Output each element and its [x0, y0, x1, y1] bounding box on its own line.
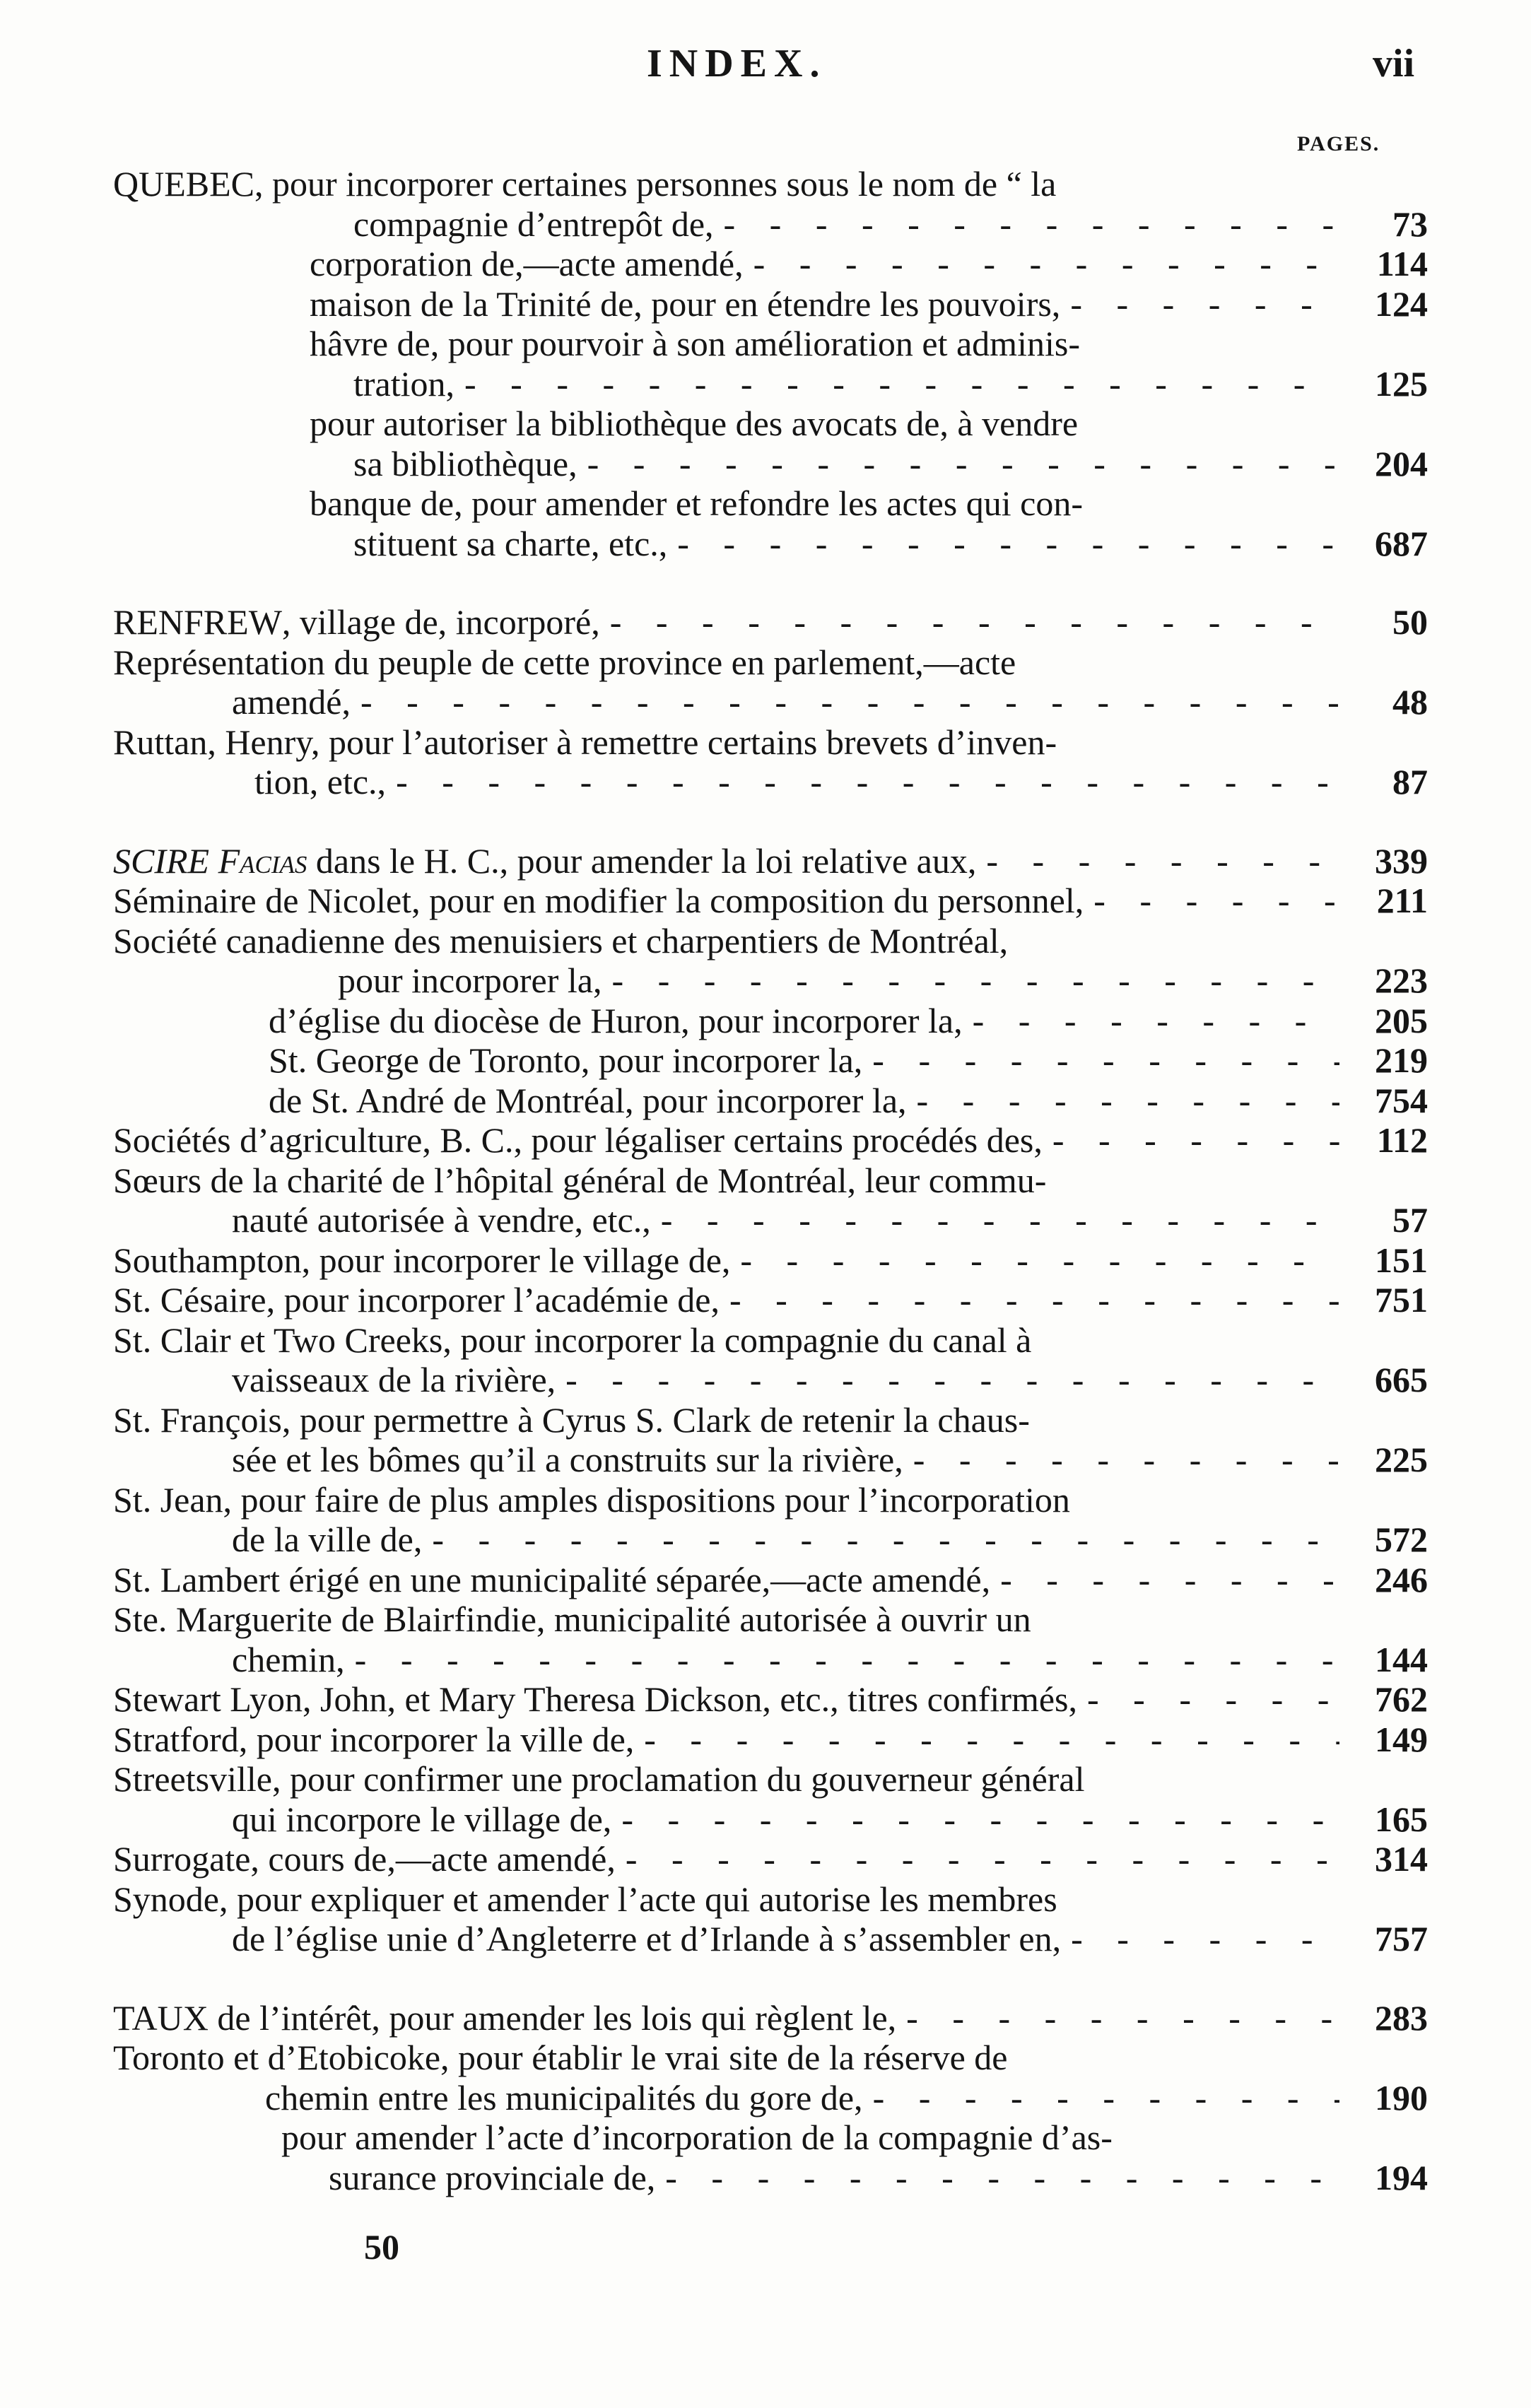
index-entry [113, 1560, 1428, 1600]
entry-text: Toronto et d’Etobicoke, pour établir le vrai site de la réserve de [113, 2038, 1008, 2077]
entry-text: Ste. Marguerite de Blairfindie, municipalité autorisée à ouvrir un [113, 1599, 1031, 1639]
page-title: INDEX. [647, 42, 827, 86]
page-reference: 124 [1375, 283, 1428, 324]
leader-dots [655, 2158, 1339, 2198]
index-entry [113, 1400, 1428, 1480]
entry-text: surance provinciale de, [329, 2157, 656, 2197]
index-entry-line [113, 841, 1428, 881]
index-entry [113, 2038, 1428, 2118]
index-entry [113, 1320, 1428, 1400]
index-entry [113, 1998, 1428, 2038]
entry-text: banque de, pour amender et refondre les actes qui con- [310, 483, 1083, 523]
entry-text: nauté autorisée à vendre, etc., [232, 1200, 651, 1240]
entry-text: St. Clair et Two Creeks, pour incorporer la compagnie du canal à [113, 1320, 1032, 1360]
page-reference: 339 [1375, 840, 1428, 881]
index-entry-line [113, 1320, 1428, 1361]
index-entry-line [113, 244, 1428, 284]
page-reference: 190 [1375, 2077, 1428, 2118]
index-entry-line [113, 1520, 1428, 1560]
index-entry [113, 1120, 1428, 1161]
entry-text: Surrogate, cours de,—acte amendé, [113, 1839, 616, 1879]
page-reference: 125 [1375, 363, 1428, 404]
leader-dots [903, 1440, 1339, 1480]
index-entry [113, 1599, 1428, 1679]
entry-text: tration, [353, 363, 455, 404]
signature-mark: 50 [364, 2227, 399, 2267]
index-entry [113, 1240, 1428, 1281]
page-reference: 50 [1392, 602, 1428, 642]
index-entry [113, 1040, 1428, 1081]
entry-text: stituent sa charte, etc., [353, 523, 668, 563]
page-reference: 754 [1375, 1080, 1428, 1120]
leader-dots [422, 1520, 1339, 1560]
entry-lead-word: QUEBEC [113, 164, 254, 204]
leader-dots [602, 961, 1339, 1001]
entry-text: de St. André de Montréal, pour incorporer la, [269, 1080, 907, 1120]
page-reference: 194 [1375, 2157, 1428, 2197]
entry-text: chemin, [232, 1639, 345, 1679]
leader-dots [454, 364, 1339, 404]
index-entry-line [113, 881, 1428, 921]
index-entry-line [113, 1679, 1428, 1720]
entry-text: sa bibliothèque, [353, 443, 577, 483]
entry-text: Séminaire de Nicolet, pour en modifier la composition du personnel, [113, 881, 1084, 920]
index-entry-line [113, 1879, 1428, 1920]
index-entry-line [113, 762, 1428, 802]
page-reference: 165 [1375, 1799, 1428, 1839]
entry-text: Sœurs de la charité de l’hôpital général de Montréal, leur commu- [113, 1160, 1047, 1200]
entry-text: Sociétés d’agriculture, B. C., pour légaliser certains procédés des, [113, 1120, 1043, 1160]
index-entry-line [113, 1599, 1428, 1640]
index-entry-line [113, 961, 1428, 1001]
index-entry [113, 921, 1428, 1001]
index-entry-line [113, 1120, 1428, 1161]
leader-dots [611, 1799, 1339, 1840]
entry-text: amendé, [232, 682, 351, 722]
index-entry [113, 244, 1428, 284]
leader-dots [577, 444, 1339, 484]
leader-dots [963, 1001, 1339, 1041]
index-entry [113, 2118, 1428, 2197]
leader-dots [1084, 881, 1339, 921]
leader-dots [651, 1200, 1339, 1240]
index-entry [113, 404, 1428, 483]
entry-text: hâvre de, pour pourvoir à son amélioration et adminis- [310, 324, 1080, 363]
index-entry [113, 1679, 1428, 1720]
page-reference: 246 [1375, 1559, 1428, 1599]
index-entry [113, 483, 1428, 563]
leader-dots [730, 1240, 1339, 1281]
entry-text: St. George de Toronto, pour incorporer la, [269, 1040, 863, 1080]
page-reference: 112 [1376, 1120, 1428, 1160]
page-reference: 211 [1376, 881, 1428, 920]
index-entry-line [113, 1720, 1428, 1760]
leader-dots [667, 524, 1339, 564]
index-entry-line [113, 602, 1428, 642]
leader-dots [720, 1280, 1339, 1320]
page-reference: 57 [1392, 1200, 1428, 1240]
page-reference: 572 [1375, 1520, 1428, 1559]
index-entry [113, 1759, 1428, 1839]
page-reference: 204 [1375, 443, 1428, 483]
index-entry-line [113, 1480, 1428, 1520]
entry-text: QUEBEC, pour incorporer certaines personnes sous le nom de “ la [113, 164, 1057, 204]
page-reference: 751 [1375, 1280, 1428, 1320]
index-entry [113, 881, 1428, 921]
entry-text: St. François, pour permettre à Cyrus S. Clark de retenir la chaus- [113, 1399, 1030, 1440]
index-entry-line [113, 1081, 1428, 1121]
entry-text: pour amender l’acte d’incorporation de la compagnie d’as- [281, 2118, 1113, 2157]
leader-dots [351, 682, 1339, 722]
index-entry-line [113, 1998, 1428, 2038]
index-entry-line [113, 2038, 1428, 2078]
entry-text: Représentation du peuple de cette province en parlement,—acte [113, 642, 1016, 682]
entry-text: Société canadienne des menuisiers et charpentiers de Montréal, [113, 920, 1009, 961]
index-entry [113, 1720, 1428, 1760]
index-entry-line [113, 1161, 1428, 1201]
index-entry-line [113, 722, 1428, 763]
index-entry-line [113, 1799, 1428, 1840]
page-reference: 687 [1375, 523, 1428, 563]
index-entry-line [113, 642, 1428, 683]
entry-lead-word: RENFREW [113, 602, 282, 642]
leader-dots [634, 1720, 1339, 1760]
index-entry [113, 284, 1428, 324]
leader-dots [600, 602, 1339, 642]
page-header [0, 41, 1531, 90]
entry-text: d’église du diocèse de Huron, pour incorporer la, [269, 1000, 963, 1040]
index-entry-line [113, 324, 1428, 364]
index-entry [113, 722, 1428, 802]
entry-text: de l’église unie d’Angleterre et d’Irlande à s’assembler en, [232, 1919, 1062, 1958]
index-entry [113, 1001, 1428, 1041]
leader-dots [1043, 1120, 1339, 1161]
index-entry [113, 1280, 1428, 1320]
entry-text: pour incorporer la, [338, 961, 602, 1000]
index-entry [113, 1161, 1428, 1240]
index-entry-line [113, 1360, 1428, 1400]
pages-column-label: PAGES. [1297, 132, 1380, 155]
entry-text: vaisseaux de la rivière, [232, 1360, 556, 1399]
leader-dots [1077, 1679, 1339, 1720]
index-entry [113, 602, 1428, 642]
page-reference: 149 [1375, 1719, 1428, 1759]
entry-lead-word: SCIRE Facias [113, 840, 307, 881]
entry-text: Stratford, pour incorporer la ville de, [113, 1719, 635, 1759]
index-entry-line [113, 682, 1428, 722]
index-entry-line [113, 1839, 1428, 1879]
entry-text: sée et les bômes qu’il a construits sur la rivière, [232, 1440, 903, 1479]
entry-text: TAUX de l’intérêt, pour amender les lois qui règlent le, [113, 1997, 897, 2038]
entry-text: Synode, pour expliquer et amender l’acte qui autorise les membres [113, 1879, 1057, 1919]
index-entry-line [113, 1640, 1428, 1680]
index-entry-line [113, 921, 1428, 961]
entry-text: de la ville de, [232, 1520, 423, 1559]
leader-dots [714, 204, 1339, 245]
page-reference: 114 [1376, 244, 1428, 283]
page-reference: 151 [1375, 1240, 1428, 1280]
index-entry-line [113, 164, 1428, 204]
page-reference: 225 [1375, 1440, 1428, 1479]
index-entry [113, 642, 1428, 722]
index-entry-line [113, 524, 1428, 564]
page-reference: 144 [1375, 1639, 1428, 1679]
entry-text: pour autoriser la bibliothèque des avocats de, à vendre [310, 404, 1079, 443]
index-entry-line [113, 1759, 1428, 1799]
index-entry-line [113, 1919, 1428, 1959]
index-entry-line [113, 364, 1428, 404]
entry-text: Stewart Lyon, John, et Mary Theresa Dickson, etc., titres confirmés, [113, 1679, 1078, 1719]
entry-text: qui incorpore le village de, [232, 1799, 612, 1839]
page-reference: 87 [1392, 762, 1428, 801]
leader-dots [907, 1081, 1339, 1121]
leader-dots [1060, 284, 1339, 324]
index-entry [113, 164, 1428, 244]
index-entry-line [113, 204, 1428, 245]
page-reference: 73 [1392, 204, 1428, 244]
leader-dots [896, 1998, 1339, 2038]
leader-dots [1061, 1919, 1339, 1959]
index-entries [113, 164, 1428, 2197]
index-entry-line [113, 2158, 1428, 2198]
leader-dots [862, 1040, 1339, 1081]
page-reference: 223 [1375, 961, 1428, 1000]
leader-dots [976, 841, 1339, 881]
index-entry-line [113, 1400, 1428, 1440]
page-reference: 283 [1375, 1997, 1428, 2038]
entry-text: corporation de,—acte amendé, [310, 244, 744, 283]
leader-dots [744, 244, 1339, 284]
entry-text: St. Césaire, pour incorporer l’académie de, [113, 1280, 720, 1320]
entry-text: compagnie d’entrepôt de, [353, 204, 714, 244]
index-entry-line [113, 2078, 1428, 2118]
entry-text: maison de la Trinité de, pour en étendre les pouvoirs, [310, 283, 1061, 324]
entry-text: RENFREW, village de, incorporé, [113, 602, 600, 642]
index-entry-line [113, 1280, 1428, 1320]
page-reference: 757 [1375, 1919, 1428, 1958]
page-reference: 205 [1375, 1000, 1428, 1040]
leader-dots [556, 1360, 1339, 1400]
index-entry-line [113, 483, 1428, 524]
index-entry-line [113, 1560, 1428, 1600]
page-reference: 219 [1375, 1040, 1428, 1080]
index-entry [113, 1480, 1428, 1560]
index-entry-line [113, 444, 1428, 484]
leader-dots [990, 1560, 1339, 1600]
index-entry-line [113, 284, 1428, 324]
index-entry [113, 1081, 1428, 1121]
index-entry [113, 841, 1428, 881]
index-entry-line [113, 404, 1428, 444]
entry-text: Southampton, pour incorporer le village de, [113, 1240, 731, 1280]
index-entry [113, 1879, 1428, 1959]
entry-text: St. Jean, pour faire de plus amples dispositions pour l’incorporation [113, 1479, 1070, 1520]
entry-text: St. Lambert érigé en une municipalité séparée,—acte amendé, [113, 1559, 991, 1599]
index-entry-line [113, 1200, 1428, 1240]
page-reference: 762 [1375, 1679, 1428, 1719]
leader-dots [863, 2078, 1339, 2118]
leader-dots [386, 762, 1339, 802]
index-entry-line [113, 1001, 1428, 1041]
index-entry-line [113, 1240, 1428, 1281]
index-entry [113, 324, 1428, 404]
page-reference: 314 [1375, 1839, 1428, 1879]
index-entry-line [113, 2118, 1428, 2158]
entry-text: Streetsville, pour confirmer une proclamation du gouverneur général [113, 1759, 1085, 1799]
index-entry [113, 1839, 1428, 1879]
page-reference: 48 [1392, 682, 1428, 722]
page-reference: 665 [1375, 1360, 1428, 1399]
index-entry-line [113, 1040, 1428, 1081]
entry-lead-word: TAUX [113, 1997, 209, 2038]
entry-text: Ruttan, Henry, pour l’autoriser à remettre certains brevets d’inven- [113, 722, 1057, 762]
index-entry-line [113, 1440, 1428, 1480]
leader-dots [616, 1839, 1339, 1879]
leader-dots [345, 1640, 1339, 1680]
page-number-roman: vii [1373, 42, 1415, 86]
entry-text: tion, etc., [254, 762, 387, 801]
entry-text: SCIRE Facias dans le H. C., pour amender la loi relative aux, [113, 840, 977, 881]
entry-text: chemin entre les municipalités du gore de, [265, 2077, 863, 2118]
